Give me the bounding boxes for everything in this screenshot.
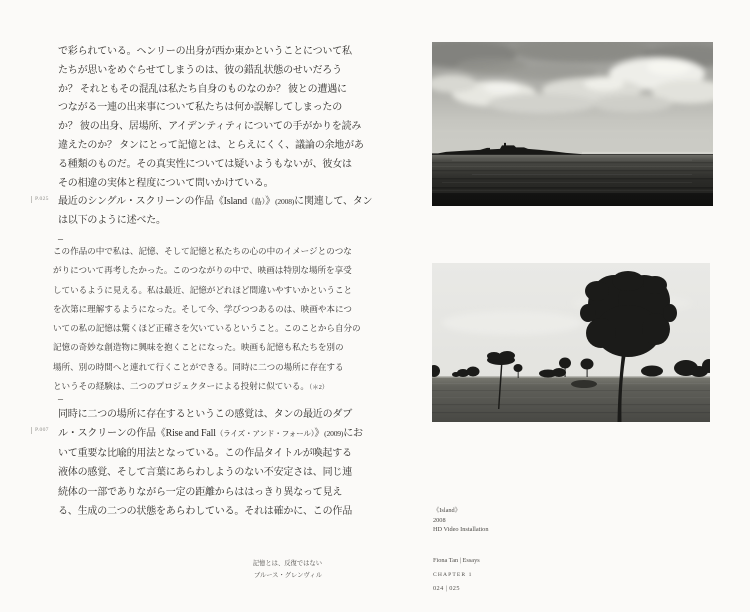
text-line: [58, 444, 354, 463]
running-footer-left: [180, 558, 322, 583]
text-segment: 続体の一部でありながら一定の距離からははっきり異なって見え: [58, 486, 343, 498]
text-line: [58, 405, 354, 424]
text-line: [58, 502, 354, 521]
essay-title: 記憶とは、反復ではない: [252, 560, 322, 567]
artwork-year: 2008: [433, 516, 446, 524]
text-line: [53, 319, 361, 338]
text-segment: この作品の中で私は、記憶、そして記憶と私たちの心の中のイメージとのつな: [53, 246, 352, 256]
text-segment: に関連して、タン: [294, 196, 373, 208]
quote-block: [53, 242, 361, 397]
text-line: [58, 175, 354, 194]
horizon-light-band: [582, 152, 713, 154]
text-segment: いて重要な比喩的用法となっている。この作品タイトルが喚起する: [58, 447, 352, 459]
text-segment: 》: [314, 428, 325, 440]
margin-note-p025: P.025: [31, 196, 49, 203]
text-line: [53, 338, 361, 357]
text-segment-small: （＊2）: [308, 384, 329, 392]
text-line: [58, 156, 354, 175]
text-segment: 記憶の奇妙な創造物に興味を抱くことになった。映画も記憶も私たちを別の: [53, 342, 344, 353]
separator-dash: –: [58, 394, 63, 405]
text-line: [53, 377, 361, 397]
text-segment: ル・スクリーンの作品《Rise and Fall: [58, 428, 216, 440]
photo-island-seascape: [432, 42, 713, 206]
page-numbers: 024 | 025: [433, 585, 460, 592]
text-line: [58, 62, 354, 81]
text-segment: 場所、別の時間へと連れて行くことができる。同時に二つの場所に存在する: [53, 361, 344, 372]
text-segment: か？ 彼の出身、居場所、アイデンティティについての手がかりを読み: [58, 121, 362, 133]
text-line: [53, 261, 361, 280]
margin-note-p007: P.007: [31, 427, 49, 434]
text-line: [58, 81, 354, 100]
photo-island-field-trees: [432, 263, 710, 422]
text-segment: は以下のように述べた。: [58, 215, 166, 227]
running-footer-right: [433, 556, 480, 593]
text-line: [58, 43, 354, 62]
text-line: [58, 483, 354, 502]
text-segment: 違えたのか？ タンにとって記憶とは、とらえにくく、議論の余地があ: [58, 139, 364, 151]
text-segment: 同時に二つの場所に存在するというこの感覚は、タンの最近のダブ: [58, 409, 352, 420]
text-line: [58, 424, 363, 443]
text-line: [58, 137, 364, 156]
text-segment: というその経験は、二つのプロジェクターによる投射に似ている。: [53, 381, 309, 392]
text-segment: で彩られている。ヘンリーの出身が西か東かということについて私: [58, 46, 352, 57]
text-line: [58, 118, 362, 137]
text-segment: 液体の感覚、そして言葉にあらわしようのない不安定さは、同じ連: [58, 467, 352, 479]
text-segment: にお: [343, 428, 363, 440]
text-segment-small: (2008): [275, 197, 295, 207]
text-line: [58, 193, 373, 212]
essay-text-block: [58, 43, 373, 250]
book-credit: Fiona Tan | Essays: [433, 557, 480, 564]
text-line: [53, 242, 361, 261]
text-segment: 最近のシングル・スクリーンの作品《Island: [58, 196, 247, 208]
text-segment-small: （ライズ・アンド・フォール）: [215, 429, 315, 439]
field: [432, 378, 710, 423]
text-segment: いての私の記憶は驚くほど正確さを欠いているということ。このことから自分の: [53, 323, 361, 334]
essay-text-block-2: [58, 405, 363, 521]
text-line: [53, 300, 361, 319]
text-segment: 》: [265, 196, 276, 208]
text-line: [53, 281, 361, 300]
text-segment: たちが思いをめぐらせてしまうのは、彼の錯乱状態のせいだろう: [58, 64, 342, 76]
text-segment: る種類のものだ。その真実性については疑いようもないが、彼女は: [58, 158, 352, 170]
text-segment: その相違の実体と程度について問いかけている。: [58, 177, 274, 189]
text-segment: る、生成の二つの状態をあらわしている。それは確かに、この作品: [58, 506, 352, 518]
artwork-title: 《Island》: [433, 507, 461, 514]
artwork-medium: HD Video Installation: [433, 526, 489, 534]
text-segment: つながる一連の出来事について私たちは何か誤解してしまったの: [58, 102, 342, 114]
text-segment: か？ それともその混乱は私たち自身のものなのか？ 彼との遭遇に: [58, 83, 347, 95]
text-line: [58, 212, 354, 231]
text-segment: –: [58, 233, 63, 245]
artwork-caption: [433, 506, 488, 535]
text-segment: しているように見える。私は最近、記憶がどれほど間違いやすいかということ: [53, 284, 353, 295]
text-line: [53, 358, 361, 377]
text-segment: がりについて再考したかった。このつながりの中で、映画は特別な場所を享受: [53, 265, 352, 276]
essay-author: ブルース・グレンヴィル: [253, 572, 322, 580]
chapter-label: CHAPTER 1: [433, 572, 473, 578]
text-segment: を次第に理解するようになった。そして今、学びつつあるのは、映画や本につ: [53, 303, 352, 314]
text-line: [58, 463, 354, 482]
text-line: [58, 99, 354, 118]
text-segment-small: （島）: [246, 197, 266, 207]
text-segment-small: (2009): [324, 429, 344, 439]
